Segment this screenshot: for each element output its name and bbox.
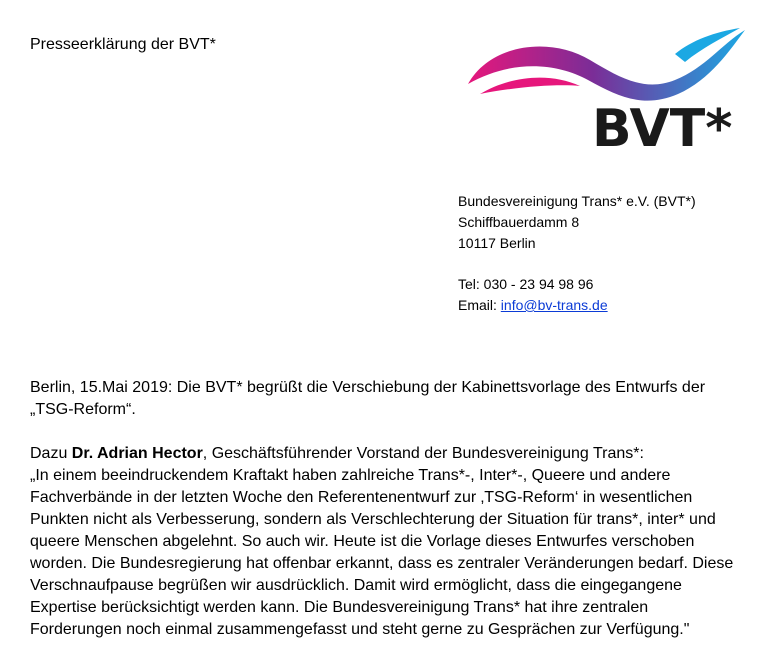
- infinity-swoosh-icon: [468, 28, 745, 101]
- statement-line: „In einem beeindruckendem Kraftakt haben zahlreiche Trans*-, Inter*-, Queere und andere: [30, 467, 671, 484]
- statement-prefix: Dazu: [30, 445, 72, 462]
- statement-line: Fachverbände in der letzten Woche den Referentenentwurf zur ‚TSG-Reform‘ in wesentlichen: [30, 489, 693, 506]
- bvt-logo: [460, 22, 760, 162]
- statement-paragraph: [30, 443, 754, 641]
- address-block: [458, 191, 696, 316]
- street: Schiffbauerdamm 8: [458, 214, 580, 230]
- email-line: [458, 295, 696, 316]
- intro-line-1: Berlin, 15.Mai 2019: Die BVT* begrüßt die Verschiebung der Kabinettsvorlage des Entwurfs der: [30, 379, 706, 396]
- statement-suffix: , Geschäftsführender Vorstand der Bundesvereinigung Trans*:: [202, 445, 644, 462]
- intro-line-2: „TSG-Reform“.: [30, 401, 136, 418]
- org-name: Bundesvereinigung Trans* e.V. (BVT*): [458, 193, 696, 209]
- speaker-name: Dr. Adrian Hector: [71, 445, 203, 462]
- phone: Tel: 030 - 23 94 98 96: [458, 276, 594, 292]
- statement-line: worden. Die Bundesregierung hat offenbar erkannt, dass es zentraler Veränderungen bedarf. Diese: [30, 555, 734, 572]
- email-label: Email:: [458, 297, 501, 313]
- statement-line: queere Menschen abgelehnt. So auch wir. Heute ist die Vorlage dieses Entwurfes verschoben: [30, 533, 695, 550]
- statement-line: Punkten nicht als Verbesserung, sondern als Verschlechterung der Situation für trans*, inter* und: [30, 511, 716, 528]
- document-title: Presseerklärung der BVT*: [30, 36, 216, 53]
- spacer: [458, 254, 696, 274]
- statement-intro-line: [30, 443, 754, 465]
- statement-line: Forderungen noch einmal zusammengefasst und steht gerne zu Gesprächen zur Verfügung.": [30, 621, 690, 638]
- email-link[interactable]: info@bv-trans.de: [500, 297, 608, 313]
- logo-wordmark: BVT*: [592, 99, 733, 159]
- statement-line: Verschnaufpause begrüßen wir ausdrücklich. Damit wird ermöglicht, dass die eingegangene: [30, 577, 682, 594]
- intro-paragraph: [30, 377, 750, 421]
- city: 10117 Berlin: [458, 235, 536, 251]
- statement-line: Expertise berücksichtigt werden kann. Die Bundesvereinigung Trans* hat ihre zentralen: [30, 599, 649, 616]
